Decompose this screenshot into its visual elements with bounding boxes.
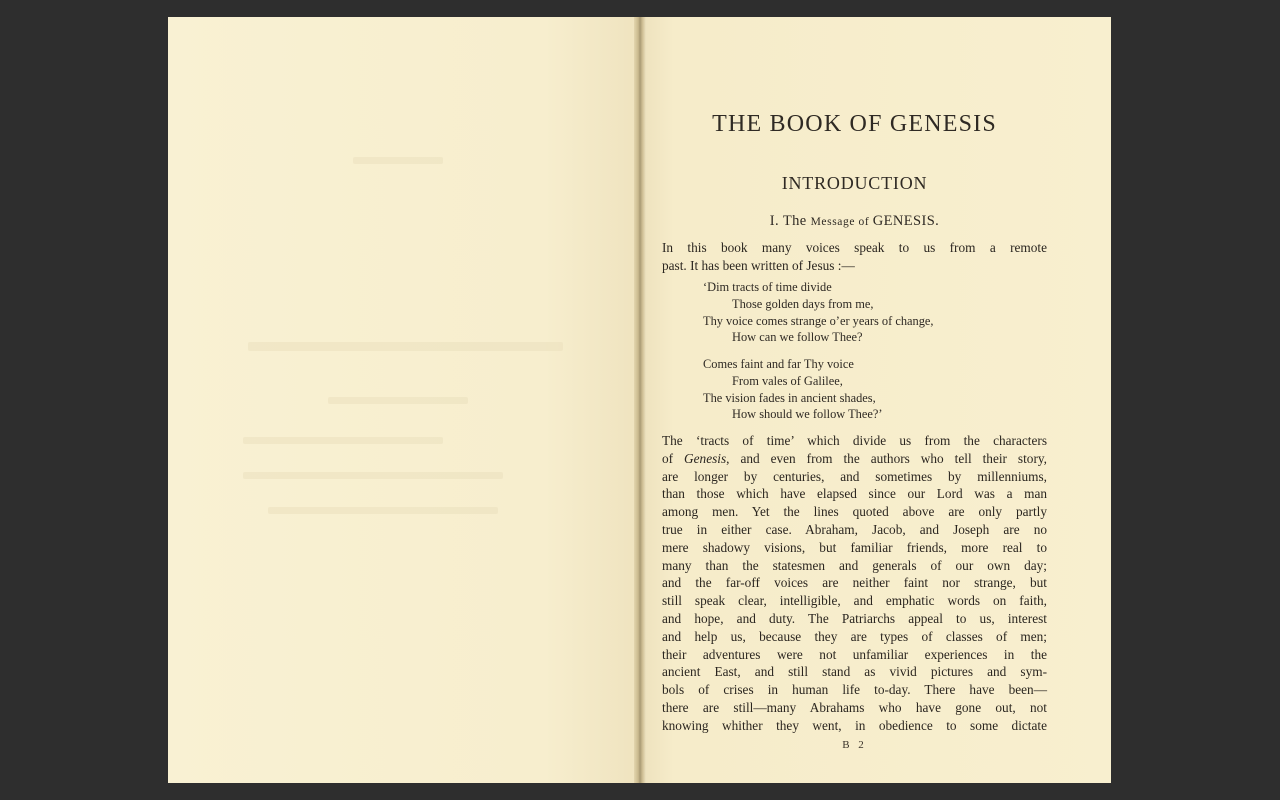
poem-stanza-1: [703, 279, 1043, 346]
poem-line: From vales of Galilee,: [732, 373, 843, 388]
section-title-c: GENESIS.: [872, 213, 940, 229]
text-line: past. It has been written of Jesus :—: [662, 257, 855, 273]
poem-line: Comes faint and far Thy voice: [703, 357, 854, 371]
text-line: among men. Yet the lines quoted above are only partly: [662, 504, 1047, 520]
poem-line: The vision fades in ancient shades,: [703, 390, 876, 405]
section-number: I.: [769, 213, 783, 229]
text-line: mere shadowy visions, but familiar friends, more real to: [662, 539, 1047, 555]
section-heading: [662, 213, 1047, 230]
text-line: than those which have elapsed since our Lord was a man: [662, 486, 1047, 502]
poem-line: How should we follow Thee?’: [732, 407, 883, 422]
text-line: many than the statesmen and generals of our own day;: [662, 557, 1047, 573]
section-title-b: Message of: [810, 216, 873, 228]
text-line: bols of crises in human life to-day. There have been—: [662, 682, 1047, 698]
poem-line: Thy voice comes strange o’er years of change,: [703, 313, 934, 328]
text-line: The ‘tracts of time’ which divide us from the characters: [662, 433, 1047, 448]
text-line: and hope, and duty. The Patriarchs appeal to us, interest: [662, 610, 1047, 626]
text-line: there are still—many Abrahams who have gone out, not: [662, 699, 1047, 715]
right-page: [646, 17, 1111, 783]
chapter-heading: INTRODUCTION: [781, 173, 928, 193]
text-line: of Genesis, and even from the authors who tell their story,: [662, 450, 1047, 466]
text-line: true in either case. Abraham, Jacob, and Joseph are no: [662, 521, 1047, 537]
text-line: their adventures were not unfamiliar experiences in the: [662, 646, 1047, 662]
text-line: In this book many voices speak to us from a remote: [662, 240, 1047, 255]
text-line: and the far-off voices are neither faint nor strange, but: [662, 575, 1047, 591]
poem-line: How can we follow Thee?: [732, 330, 863, 345]
poem-line: ‘Dim tracts of time divide: [703, 280, 832, 294]
paragraph-2: [662, 432, 1047, 735]
paragraph-1: [662, 239, 1047, 275]
book-spread: [168, 17, 1111, 783]
left-page-blank: [168, 17, 638, 783]
text-line: knowing whither they went, in obedience to some dictate: [662, 717, 1047, 733]
book-title: THE BOOK OF GENESIS: [712, 111, 997, 137]
book-gutter: [634, 17, 646, 783]
text-line: are longer by centuries, and sometimes by millenniums,: [662, 468, 1047, 484]
poem-stanza-2: [703, 356, 1043, 423]
text-line: ancient East, and still stand as vivid pictures and sym-: [662, 664, 1047, 680]
text-line: and help us, because they are types of classes of men;: [662, 628, 1047, 644]
poem-line: Those golden days from me,: [732, 296, 874, 311]
section-title-a: The: [782, 213, 811, 229]
page-folio: B 2: [842, 739, 867, 751]
text-line: still speak clear, intelligible, and emphatic words on faith,: [662, 593, 1047, 609]
